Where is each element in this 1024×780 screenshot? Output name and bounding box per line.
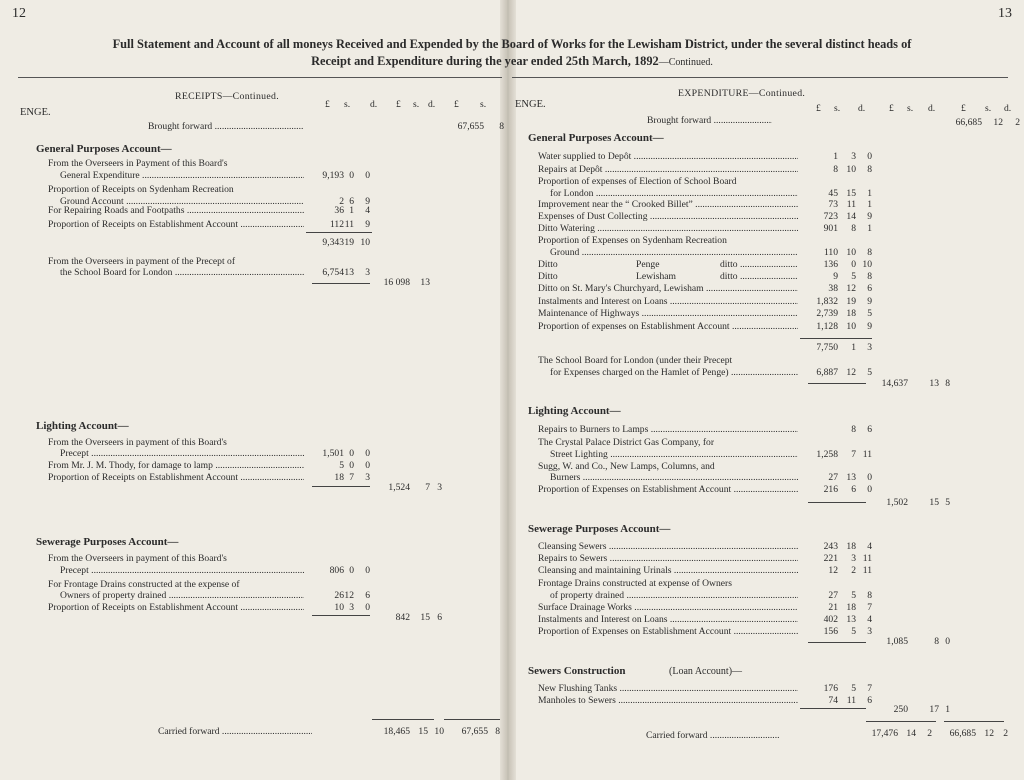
expenditure-sewers-construction-total-shillings: 17 [929, 704, 939, 715]
expenditure-row-ditto: ditto ..... [720, 259, 798, 270]
receipt-row-pounds: 806 [329, 565, 344, 576]
expenditure-row-label: Cleansing and maintaining Urinals ..... [538, 565, 798, 576]
expenditure-row-label: Ditto on St. Mary's Churchyard, Lewisham ..... [538, 283, 798, 294]
expenditure-row-pounds: 216 [823, 484, 838, 495]
expenditure-carried-forward-b: 14 [906, 728, 916, 739]
receipts-sewerage-total-shillings: 15 [420, 612, 430, 623]
expenditure-row-label: The Crystal Palace District Gas Company, for [538, 437, 715, 448]
receipts-carried-forward-b: 15 [418, 726, 428, 737]
receipt-row-pence: 0 [365, 170, 370, 181]
receipts-col-header: d. [370, 99, 378, 110]
expenditure-row-pounds: 12 [828, 565, 838, 576]
expenditure-row-pence: 1 [867, 199, 872, 210]
expenditure-row-label: Instalments and Interest on Loans ..... [538, 296, 798, 307]
receipt-row-label: From the Overseers in payment of this Board's [48, 437, 227, 448]
expenditure-row-shillings: 6 [851, 484, 856, 495]
expenditure-carried-rule-2 [944, 721, 1004, 722]
expenditure-carried-rule-1 [866, 721, 936, 722]
receipt-row-shillings: 11 [344, 219, 354, 230]
expenditure-row-pence: 8 [867, 247, 872, 258]
receipts-carried-rule-2 [444, 719, 500, 720]
expenditure-row-pounds: 1,258 [816, 449, 838, 460]
receipts-general-subtotal-pounds: 9,343 [322, 237, 344, 248]
expenditure-row-pence: 4 [867, 541, 872, 552]
expenditure-sewerage-total-rule [808, 642, 866, 643]
expenditure-row-pence: 9 [867, 321, 872, 332]
receipt-row-label: Proportion of Receipts on Establishment Account ..... [48, 472, 304, 483]
expenditure-row-label: Frontage Drains constructed at expense of Owners [538, 578, 732, 589]
expenditure-row-pence: 7 [867, 602, 872, 613]
receipts-lighting-total-pence: 3 [437, 482, 442, 493]
receipt-row-pence: 3 [365, 267, 370, 278]
receipt-row-label: For Repairing Roads and Footpaths ..... [48, 205, 304, 216]
receipts-carried-forward-a: 18,465 [383, 726, 410, 737]
expenditure-row-label: Surface Drainage Works ..... [538, 602, 798, 613]
expenditure-lighting-total-shillings: 15 [929, 497, 939, 508]
receipt-row-label-cont: Precept ..... [60, 448, 304, 459]
expenditure-row-shillings: 10 [846, 321, 856, 332]
expenditure-row-pence: 11 [862, 565, 872, 576]
receipts-col-header: s. [344, 99, 351, 110]
expenditure-row-label: Repairs to Sewers ..... [538, 553, 798, 564]
receipt-row-label-cont: the School Board for London ..... [60, 267, 304, 278]
expenditure-row-shillings: 13 [846, 614, 856, 625]
expenditure-row-shillings: 5 [851, 626, 856, 637]
receipts-col-header: £ [396, 99, 401, 110]
expenditure-carried-forward-label: Carried forward ..... [646, 730, 780, 741]
title-line-1: Full Statement and Account of all moneys Received and Expended by the Board of Works for the Lewisham District, under the several distinct heads of [112, 37, 912, 51]
receipt-row-label: Proportion of Receipts on Establishment Account ..... [48, 219, 304, 230]
receipt-row-pounds: 9,193 [322, 170, 344, 181]
expenditure-row-shillings: 0 [851, 259, 856, 270]
expenditure-row-shillings: 19 [846, 296, 856, 307]
expenditure-row-label: Ditto [538, 259, 558, 270]
receipts-penge-label: ENGE. [20, 107, 51, 118]
receipt-row-pounds: 2 [339, 196, 344, 207]
expenditure-row-pounds: 27 [828, 472, 838, 483]
receipt-row-label-cont: Precept ..... [60, 565, 304, 576]
expenditure-row-pence: 6 [867, 283, 872, 294]
expenditure-row-label: Proportion of expenses of Election of School Board [538, 176, 737, 187]
title-line-2-suffix: —Continued. [658, 57, 713, 68]
expenditure-row-pounds: 74 [828, 695, 838, 706]
expenditure-col-header: £ [889, 103, 894, 114]
receipt-row-shillings: 0 [349, 170, 354, 181]
expenditure-row-shillings: 13 [846, 472, 856, 483]
expenditure-row-label: Cleansing Sewers ..... [538, 541, 798, 552]
receipts-col-header: £ [454, 99, 459, 110]
expenditure-row-pounds: 176 [823, 683, 838, 694]
expenditure-row-label-cont: Street Lighting ..... [550, 449, 798, 460]
expenditure-row-label: Ditto [538, 271, 558, 282]
expenditure-row-label-cont: of property drained ..... [550, 590, 798, 601]
receipt-row-pence: 4 [365, 205, 370, 216]
receipt-row-label: For Frontage Drains constructed at the expense of [48, 579, 240, 590]
receipts-carried-forward-c: 10 [434, 726, 444, 737]
expenditure-row-pence: 0 [867, 472, 872, 483]
expenditure-row-shillings: 12 [846, 283, 856, 294]
receipts-col-header: d. [428, 99, 436, 110]
receipt-row-pounds: 36 [334, 205, 344, 216]
receipt-row-label-cont: Ground Account ..... [60, 196, 304, 207]
expenditure-row-shillings: 8 [851, 223, 856, 234]
expenditure-col-header: d. [1004, 103, 1012, 114]
expenditure-row-label: Instalments and Interest on Loans ..... [538, 614, 798, 625]
expenditure-row-shillings: 11 [846, 695, 856, 706]
expenditure-row-pounds: 21 [828, 602, 838, 613]
expenditure-row-pounds: 243 [823, 541, 838, 552]
expenditure-row-pence: 0 [867, 151, 872, 162]
receipts-general-subtotal-pence: 10 [360, 237, 370, 248]
expenditure-carried-forward-f: 2 [1003, 728, 1008, 739]
receipt-row-pence: 0 [365, 565, 370, 576]
receipt-row-pence: 6 [365, 590, 370, 601]
receipts-general-total-shillings: 13 [420, 277, 430, 288]
expenditure-col-header: s. [985, 103, 992, 114]
expenditure-row-place: Penge [636, 259, 660, 270]
expenditure-row-label-cont: Ground ..... [550, 247, 798, 258]
expenditure-row-label: Proportion of Expenses on Establishment Account ..... [538, 626, 798, 637]
expenditure-brought-forward-label: Brought forward ..... [647, 115, 772, 126]
expenditure-row-pounds: 723 [823, 211, 838, 222]
expenditure-general-subtotal-pence: 3 [867, 342, 872, 353]
expenditure-row-pounds: 901 [823, 223, 838, 234]
expenditure-row-pence: 4 [867, 614, 872, 625]
expenditure-row-pounds: 2,739 [816, 308, 838, 319]
receipts-lighting-heading: Lighting Account— [36, 420, 129, 432]
receipt-row-shillings: 3 [349, 602, 354, 613]
book-gutter [500, 0, 516, 780]
receipts-caption: RECEIPTS—Continued. [175, 91, 279, 102]
expenditure-row-label: New Flushing Tanks ..... [538, 683, 798, 694]
expenditure-brought-forward-pounds: 66,685 [955, 117, 982, 128]
receipt-row-shillings: 0 [349, 565, 354, 576]
expenditure-row-pence: 1 [867, 188, 872, 199]
receipts-lighting-total-shillings: 7 [425, 482, 430, 493]
expenditure-general-total-pounds: 14,637 [881, 378, 908, 389]
expenditure-sewerage-total-pence: 0 [945, 636, 950, 647]
receipts-general-heading: General Purposes Account— [36, 143, 172, 155]
expenditure-lighting-total-pounds: 1,502 [886, 497, 908, 508]
receipts-brought-forward-shillings: 8 [499, 121, 504, 132]
expenditure-general-heading: General Purposes Account— [528, 132, 664, 144]
expenditure-sewerage-total-pounds: 1,085 [886, 636, 908, 647]
expenditure-row-shillings: 14 [846, 211, 856, 222]
page-number-left: 12 [12, 6, 26, 21]
receipts-general-subtotal-shillings: 19 [344, 237, 354, 248]
expenditure-row-pence: 7 [867, 683, 872, 694]
expenditure-row-pounds: 1,128 [816, 321, 838, 332]
expenditure-row-pence: 9 [867, 211, 872, 222]
expenditure-row-shillings: 5 [851, 590, 856, 601]
expenditure-row-pence: 8 [867, 164, 872, 175]
receipt-row-label-cont: General Expenditure ..... [60, 170, 304, 181]
expenditure-row-shillings: 3 [851, 553, 856, 564]
expenditure-row-shillings: 18 [846, 602, 856, 613]
expenditure-row-shillings: 15 [846, 188, 856, 199]
receipt-row-pounds: 6,754 [322, 267, 344, 278]
expenditure-row-pounds: 1 [833, 151, 838, 162]
receipt-row-pence: 9 [365, 219, 370, 230]
receipt-row-pounds: 18 [334, 472, 344, 483]
expenditure-carried-forward-a: 17,476 [871, 728, 898, 739]
receipt-row-pounds: 112 [329, 219, 344, 230]
expenditure-sewers-construction-note: (Loan Account)— [669, 666, 743, 677]
expenditure-row-pence: 11 [862, 553, 872, 564]
receipt-row-shillings: 12 [344, 590, 354, 601]
expenditure-row-label: Maintenance of Highways ..... [538, 308, 798, 319]
expenditure-row-label: Proportion of Expenses on Sydenham Recreation [538, 235, 727, 246]
expenditure-row-pence: 8 [867, 271, 872, 282]
expenditure-row-pounds: 402 [823, 614, 838, 625]
receipts-brought-forward-label: Brought forward ..... [148, 121, 304, 132]
expenditure-row-label: Ditto Watering ..... [538, 223, 798, 234]
expenditure-col-header: s. [834, 103, 841, 114]
expenditure-row-pence: 8 [867, 590, 872, 601]
receipt-row-label: From Mr. J. M. Thody, for damage to lamp ..... [48, 460, 304, 471]
expenditure-row-shillings: 18 [846, 308, 856, 319]
receipt-row-shillings: 0 [349, 460, 354, 471]
receipt-row-pounds: 10 [334, 602, 344, 613]
receipt-row-pence: 0 [365, 448, 370, 459]
receipts-carried-forward-d: 67,655 [461, 726, 488, 737]
expenditure-row-shillings: 10 [846, 247, 856, 258]
receipt-row-pence: 0 [365, 460, 370, 471]
expenditure-general-total-rule [808, 383, 866, 384]
receipt-row-pounds: 26 [334, 590, 344, 601]
receipts-general-total-pounds: 16 098 [383, 277, 410, 288]
page-number-right: 13 [998, 6, 1012, 21]
expenditure-row-pounds: 38 [828, 283, 838, 294]
receipts-carried-rule-1 [372, 719, 434, 720]
receipt-row-label: Proportion of Receipts on Sydenham Recreation [48, 184, 234, 195]
expenditure-sewers-construction-heading: Sewers Construction [528, 665, 626, 677]
expenditure-row-shillings: 8 [851, 424, 856, 435]
receipt-row-label: Proportion of Receipts on Establishment Account ..... [48, 602, 304, 613]
expenditure-lighting-total-pence: 5 [945, 497, 950, 508]
expenditure-row-shillings: 3 [851, 151, 856, 162]
expenditure-row-pounds: 9 [833, 271, 838, 282]
title-rule-left [18, 77, 502, 78]
expenditure-row-shillings: 18 [846, 541, 856, 552]
receipts-lighting-total-pounds: 1,524 [388, 482, 410, 493]
expenditure-sewerage-total-shillings: 8 [934, 636, 939, 647]
receipts-lighting-total-rule [312, 486, 370, 487]
expenditure-general-subtotal-shillings: 1 [851, 342, 856, 353]
expenditure-col-header: £ [961, 103, 966, 114]
expenditure-row-shillings: 2 [851, 565, 856, 576]
expenditure-col-header: d. [928, 103, 936, 114]
receipts-brought-forward-pounds: 67,655 [457, 121, 484, 132]
expenditure-row-label: Water supplied to Depôt ..... [538, 151, 798, 162]
expenditure-row-label-cont: for London ..... [550, 188, 798, 199]
expenditure-row-pounds: 221 [823, 553, 838, 564]
expenditure-brought-forward-pence: 2 [1015, 117, 1020, 128]
expenditure-row-pounds: 45 [828, 188, 838, 199]
expenditure-general-total-shillings: 13 [929, 378, 939, 389]
expenditure-row-place: Lewisham [636, 271, 676, 282]
expenditure-row-pence: 1 [867, 223, 872, 234]
expenditure-carried-forward-e: 12 [984, 728, 994, 739]
expenditure-row-shillings: 5 [851, 683, 856, 694]
expenditure-sewers-construction-rule [800, 708, 866, 709]
expenditure-general-subtotal-pounds: 7,750 [816, 342, 838, 353]
title-rule-right [512, 77, 1008, 78]
expenditure-row-pence: 9 [867, 296, 872, 307]
receipts-general-subtotal-rule [306, 232, 372, 233]
expenditure-row-pounds: 136 [823, 259, 838, 270]
receipt-row-pence: 0 [365, 602, 370, 613]
receipts-carried-forward-label: Carried forward ..... [158, 726, 312, 737]
receipts-carried-forward-e: 8 [495, 726, 500, 737]
receipts-sewerage-total-pence: 6 [437, 612, 442, 623]
expenditure-col-header: s. [907, 103, 914, 114]
expenditure-row-label: Expenses of Dust Collecting ..... [538, 211, 798, 222]
expenditure-row-shillings: 11 [846, 199, 856, 210]
receipts-col-header: £ [325, 99, 330, 110]
expenditure-row-pounds: 27 [828, 590, 838, 601]
receipt-row-shillings: 6 [349, 196, 354, 207]
expenditure-row-shillings: 10 [846, 164, 856, 175]
expenditure-row-label: Improvement near the “ Crooked Billet” ..... [538, 199, 798, 210]
expenditure-row-label: Manholes to Sewers ..... [538, 695, 798, 706]
receipts-general-total-rule [312, 283, 370, 284]
receipt-row-label: From the Overseers in Payment of this Board's [48, 158, 228, 169]
expenditure-row-pounds: 6,887 [816, 367, 838, 378]
expenditure-row-shillings: 7 [851, 449, 856, 460]
receipt-row-label: From the Overseers in payment of the Precept of [48, 256, 236, 267]
receipt-row-shillings: 7 [349, 472, 354, 483]
expenditure-row-pence: 5 [867, 308, 872, 319]
receipt-row-shillings: 1 [349, 205, 354, 216]
expenditure-carried-forward-c: 2 [927, 728, 932, 739]
expenditure-row-shillings: 5 [851, 271, 856, 282]
expenditure-penge-label: ENGE. [515, 99, 546, 110]
expenditure-row-pence: 0 [867, 484, 872, 495]
receipt-row-pence: 9 [365, 196, 370, 207]
expenditure-row-label-cont: Burners ..... [550, 472, 798, 483]
expenditure-row-pence: 5 [867, 367, 872, 378]
receipt-row-shillings: 0 [349, 448, 354, 459]
expenditure-caption: EXPENDITURE—Continued. [678, 88, 806, 99]
expenditure-sewerage-heading: Sewerage Purposes Account— [528, 523, 671, 535]
expenditure-row-pence: 6 [867, 424, 872, 435]
expenditure-row-label: Repairs at Depôt ..... [538, 164, 798, 175]
expenditure-row-label: Proportion of Expenses on Establishment Account ..... [538, 484, 798, 495]
expenditure-row-pence: 6 [867, 695, 872, 706]
expenditure-brought-forward-shillings: 12 [993, 117, 1003, 128]
title-line-2-text: Receipt and Expenditure during the year ended 25th March, 1892 [311, 54, 659, 68]
expenditure-row-pounds: 1,832 [816, 296, 838, 307]
expenditure-row-pounds: 73 [828, 199, 838, 210]
title-line-2 [0, 54, 1024, 69]
expenditure-row-pounds: 156 [823, 626, 838, 637]
receipts-sewerage-total-pounds: 842 [395, 612, 410, 623]
receipts-col-header: s. [480, 99, 487, 110]
expenditure-col-header: £ [816, 103, 821, 114]
expenditure-row-label-cont: for Expenses charged on the Hamlet of Penge) ..... [550, 367, 798, 378]
expenditure-lighting-heading: Lighting Account— [528, 405, 621, 417]
expenditure-general-subtotal-rule [800, 338, 872, 339]
expenditure-col-header: d. [858, 103, 866, 114]
expenditure-row-pence: 11 [862, 449, 872, 460]
expenditure-row-pounds: 110 [823, 247, 838, 258]
expenditure-sewers-construction-total-pounds: 250 [893, 704, 908, 715]
expenditure-row-label: The School Board for London (under their Precept [538, 355, 733, 366]
receipts-sewerage-heading: Sewerage Purposes Account— [36, 536, 179, 548]
receipt-row-pounds: 5 [339, 460, 344, 471]
receipt-row-label-cont: Owners of property drained ..... [60, 590, 304, 601]
receipt-row-pounds: 1,501 [322, 448, 344, 459]
expenditure-row-label: Repairs to Burners to Lamps ..... [538, 424, 798, 435]
receipt-row-pence: 3 [365, 472, 370, 483]
receipts-sewerage-total-rule [312, 615, 370, 616]
expenditure-row-pounds: 8 [833, 164, 838, 175]
receipt-row-shillings: 13 [344, 267, 354, 278]
expenditure-row-shillings: 12 [846, 367, 856, 378]
receipts-col-header: s. [413, 99, 420, 110]
expenditure-row-ditto: ditto ..... [720, 271, 798, 282]
expenditure-row-label: Sugg, W. and Co., New Lamps, Columns, and [538, 461, 715, 472]
expenditure-carried-forward-d: 66,685 [949, 728, 976, 739]
expenditure-row-label: Proportion of expenses on Establishment Account ..... [538, 321, 798, 332]
expenditure-sewers-construction-total-pence: 1 [945, 704, 950, 715]
expenditure-general-total-pence: 8 [945, 378, 950, 389]
expenditure-row-pence: 3 [867, 626, 872, 637]
expenditure-lighting-total-rule [808, 502, 866, 503]
expenditure-row-pence: 10 [862, 259, 872, 270]
receipt-row-label: From the Overseers in payment of this Board's [48, 553, 227, 564]
